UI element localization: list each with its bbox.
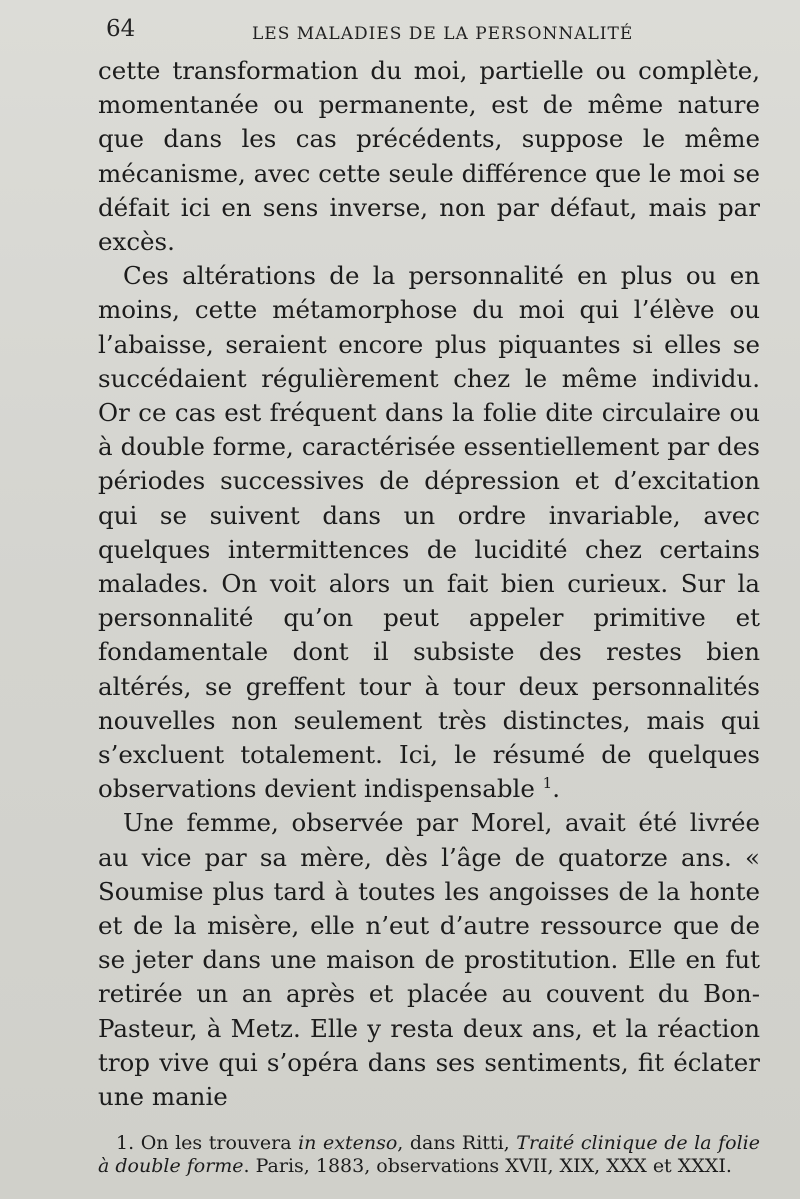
page-header — [98, 10, 760, 54]
body-text — [98, 54, 760, 1114]
footnote-separator — [98, 1114, 760, 1132]
footnote-text-3: . Paris, 1883, observations XVII, XIX, XXX et XXXI. — [243, 1155, 732, 1178]
paragraph-3: Une femme, observée par Morel, avait été livrée au vice par sa mère, dès l’âge de quatorze ans. « Soumise plus tard à toutes les angoisses de la honte et de la misère, elle n’eut d’autre ressource que de se jeter dans une maison de prostitution. Elle en fut retirée un an après et placée au couvent du Bon-Pasteur, à Metz. Elle y resta deux ans, et la réaction trop vive qui s’opéra dans ses sentiments, fit éclater une manie — [98, 808, 760, 1112]
footnote — [98, 1132, 760, 1178]
paragraph-1: cette transformation du moi, partielle ou complète, momentanée ou permanente, est de même nature que dans les cas précédents, suppose le même mécanisme, avec cette seule différence que le moi se défait ici en sens inverse, non par défaut, mais par excès. — [98, 56, 760, 257]
footnote-italic-2: Traité clinique de la folie à double forme — [98, 1132, 761, 1178]
paragraph-2-end: . — [552, 774, 561, 804]
paragraph-2-text: Ces altérations de la personnalité en plus ou en moins, cette métamorphose du moi qui l’élève ou l’abaisse, seraient encore plus piquantes si elles se succédaient régulièrement chez le même individu. Or ce cas est fréquent dans la folie dite circulaire ou à double forme, caractérisée essentiellement par des périodes successives de dépression et d’excitation qui se suivent dans un ordre invariable, avec quelques intermittences de lucidité chez certains malades. On voit alors un fait bien curieux. Sur la personnalité qu’on peut appeler primitive et fondamentale dont il subsiste des restes bien altérés, se greffent tour à tour deux personnalités nouvelles non seulement très distinctes, mais qui s’excluent totalement. Ici, le résumé de quelques observations devient indispensable — [98, 261, 760, 804]
page-number: 64 — [106, 16, 136, 42]
footnote-text-2: , dans Ritti, — [397, 1132, 510, 1155]
footnote-italic-1: in extenso — [298, 1132, 398, 1155]
footnote-text-1: On les trouvera — [140, 1132, 292, 1155]
footnote-reference: 1 — [542, 774, 553, 793]
footnote-number: 1. — [116, 1132, 135, 1155]
running-head: LES MALADIES DE LA PERSONNALITÉ — [252, 24, 634, 44]
paragraph-2 — [98, 259, 760, 806]
